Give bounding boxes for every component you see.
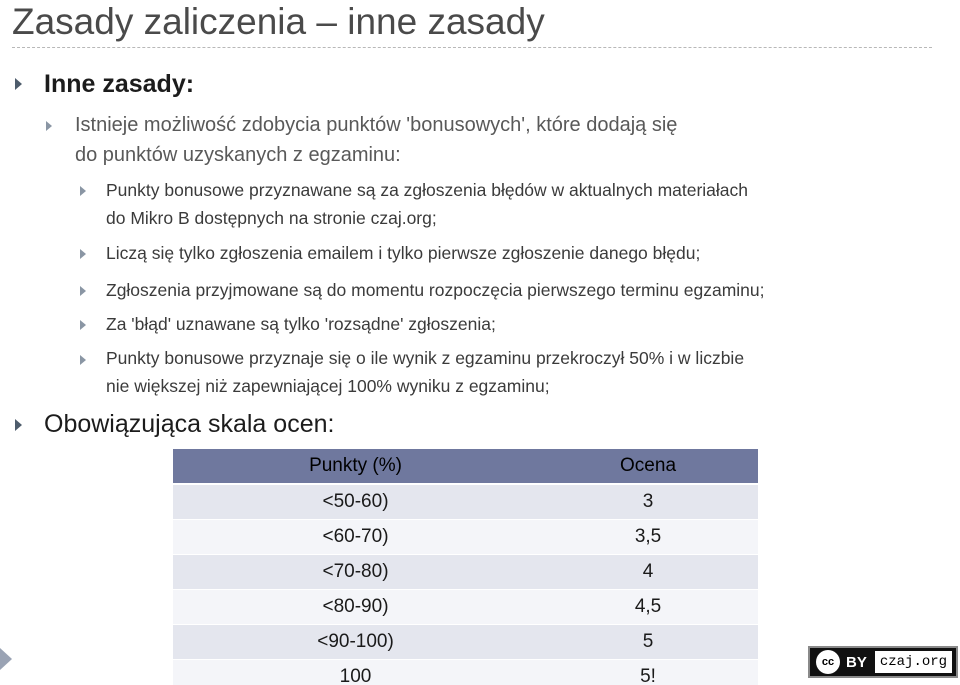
- title-divider: [12, 47, 932, 48]
- grade-cell: 5!: [538, 660, 758, 685]
- triangle-bullet-icon: [80, 320, 86, 330]
- table-row: [173, 555, 758, 590]
- triangle-bullet-icon: [46, 121, 52, 131]
- bonus-rule-1-line-2: do Mikro B dostępnych na stronie czaj.org;: [106, 208, 437, 228]
- triangle-bullet-icon: [80, 186, 86, 196]
- rules-heading: Inne zasady:: [44, 70, 195, 98]
- grade-cell: 5: [538, 625, 758, 660]
- cc-license-badge: [808, 646, 958, 678]
- table-header-row: [173, 449, 758, 484]
- cc-logo-icon: cc: [816, 650, 840, 674]
- bonus-rule-3: Zgłoszenia przyjmowane są do momentu rozpoczęcia pierwszego terminu egzaminu;: [106, 280, 765, 300]
- table-row: [173, 484, 758, 520]
- bonus-rule-1-line-1: Punkty bonusowe przyznawane są za zgłoszenia błędów w aktualnych materiałach: [106, 180, 749, 200]
- grading-heading: Obowiązująca skala ocen:: [44, 410, 335, 438]
- column-header-grade: Ocena: [538, 449, 758, 484]
- table-row: [173, 590, 758, 625]
- column-header-points: Punkty (%): [173, 449, 538, 484]
- bonus-intro-line-1: Istnieje możliwość zdobycia punktów 'bonusowych', które dodają się: [75, 114, 678, 136]
- triangle-bullet-icon: [15, 419, 22, 431]
- table-row: [173, 625, 758, 660]
- points-cell: 100: [173, 660, 538, 685]
- points-cell: <80-90): [173, 590, 538, 625]
- triangle-bullet-icon: [15, 78, 22, 90]
- grade-cell: 3: [538, 484, 758, 520]
- corner-arrow-icon: [0, 648, 12, 670]
- table-row: [173, 660, 758, 685]
- triangle-bullet-icon: [80, 286, 86, 296]
- cc-by-label: BY: [846, 653, 867, 671]
- bonus-rule-4: Za 'błąd' uznawane są tylko 'rozsądne' zgłoszenia;: [106, 314, 496, 334]
- points-cell: <60-70): [173, 520, 538, 555]
- grade-cell: 3,5: [538, 520, 758, 555]
- points-cell: <90-100): [173, 625, 538, 660]
- triangle-bullet-icon: [80, 249, 86, 259]
- table-row: [173, 520, 758, 555]
- bonus-rule-5-line-1: Punkty bonusowe przyznaje się o ile wynik z egzaminu przekroczył 50% i w liczbie: [106, 348, 745, 368]
- points-cell: <70-80): [173, 555, 538, 590]
- bonus-rule-2: Liczą się tylko zgłoszenia emailem i tylko pierwsze zgłoszenie danego błędu;: [106, 243, 701, 263]
- bonus-rule-5-line-2: nie większej niż zapewniającej 100% wyniku z egzaminu;: [106, 376, 550, 396]
- points-cell: <50-60): [173, 484, 538, 520]
- grading-scale-table: [173, 449, 758, 685]
- grade-cell: 4: [538, 555, 758, 590]
- license-site: czaj.org: [875, 651, 952, 673]
- slide-title: Zasady zaliczenia – inne zasady: [12, 1, 545, 42]
- triangle-bullet-icon: [80, 355, 86, 365]
- grade-cell: 4,5: [538, 590, 758, 625]
- bonus-intro-line-2: do punktów uzyskanych z egzaminu:: [75, 144, 401, 166]
